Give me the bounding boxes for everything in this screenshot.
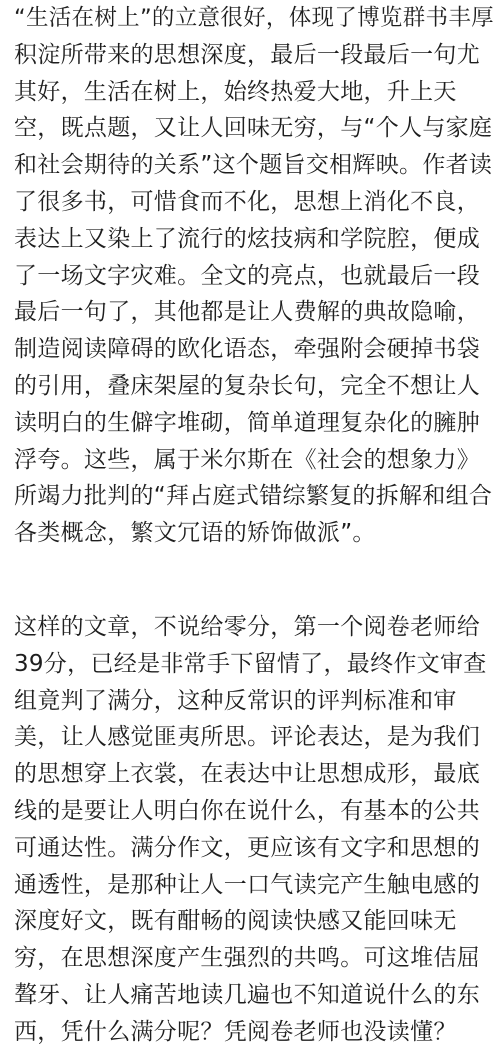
text-line: 制造阅读障碍的欧化语态，牵强附会硬掉书袋 [14,336,480,363]
text-line: 各类概念，繁文冗语的矫饰做派”。 [14,520,376,547]
text-line: 了一场文字灾难。全文的亮点，也就最后一段 [14,262,480,289]
text-line: 浮夸。这些，属于米尔斯在《社会的想象力》 [14,446,480,473]
text-line: 积淀所带来的思想深度，最后一段最后一句尤 [14,41,480,68]
text-line: 线的是要让人明白你在说什么，有基本的公共 [14,797,480,824]
text-line: 聱牙、让人痛苦地读几遍也不知道说什么的东 [14,981,480,1008]
text-line: 组竟判了满分，这种反常识的评判标准和审 [14,687,457,714]
text-line: 可通达性。满分作文，更应该有文字和思想的 [14,834,480,861]
text-line: 西，凭什么满分呢？凭阅卷老师也没读懂？ [14,1018,457,1045]
article-body [14,0,494,1051]
text-line: 其好，生活在树上，始终热爱大地，升上天 [14,78,457,105]
text-line: 所竭力批判的“拜占庭式错综繁复的拆解和组合 [14,483,493,510]
text-line: “生活在树上”的立意很好，体现了博览群书丰厚 [14,5,494,31]
text-line: 穷，在思想深度产生强烈的共鸣。可这堆佶屈 [14,945,480,972]
text-line: 了很多书，可惜食而不化，思想上消化不良， [14,188,480,215]
text-line: 空，既点题，又让人回味无穷，与“个人与家庭 [14,115,493,142]
text-line: 和社会期待的关系”这个题旨交相辉映。作者读 [14,152,493,179]
text-line: 通透性，是那种让人一口气读完产生触电感的 [14,871,480,898]
text-line: 的思想穿上衣裳，在表达中让思想成形，最底 [14,761,480,788]
text-line: 美，让人感觉匪夷所思。评论表达，是为我们 [14,724,480,751]
text-line: 最后一句了，其他都是让人费解的典故隐喻， [14,299,480,326]
text-line: 39分，已经是非常手下留情了，最终作文审查 [14,650,487,677]
paragraph-spacer [14,552,494,609]
paragraph-1 [14,0,494,552]
text-line: 表达上又染上了流行的炫技病和学院腔，便成 [14,225,480,252]
paragraph-2 [14,609,494,1051]
text-line: 读明白的生僻字堆砌，简单道理复杂化的臃肿 [14,409,480,436]
text-line: 深度好文，既有酣畅的阅读快感又能回味无 [14,908,457,935]
text-line: 这样的文章，不说给零分，第一个阅卷老师给 [14,613,480,640]
text-line: 的引用，叠床架屋的复杂长句，完全不想让人 [14,372,480,399]
